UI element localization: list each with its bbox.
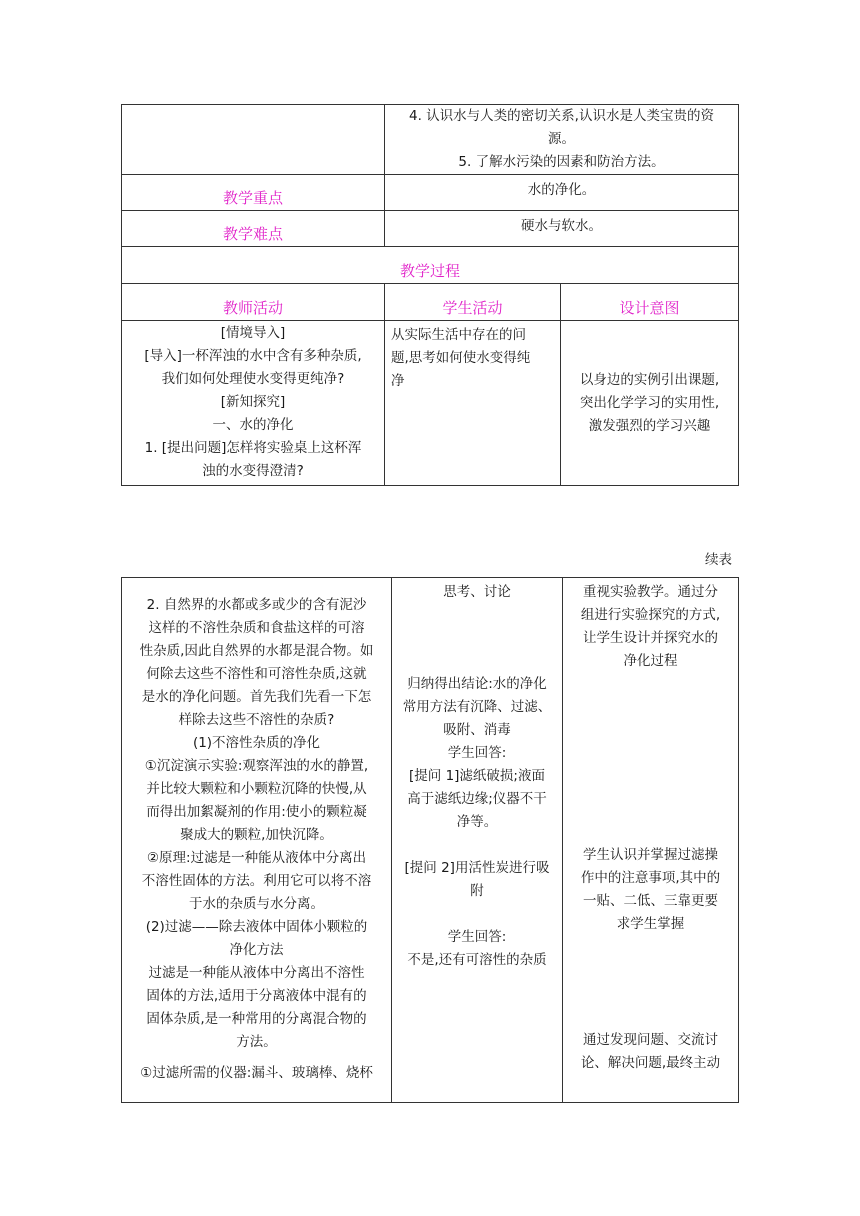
difficulty-value: 硬水与软水。	[385, 211, 739, 247]
student-line: [提问 2]用活性炭进行吸	[404, 860, 550, 876]
process-title: 教学过程	[122, 247, 739, 284]
col-teacher-header: 教师活动	[122, 284, 385, 321]
design-line	[569, 936, 732, 959]
teacher-line: 净化方法	[229, 942, 284, 958]
design-line: 通过发现问题、交流讨	[583, 1032, 718, 1048]
student-line: 净等。	[456, 814, 498, 830]
design-line: 突出化学学习的实用性,	[579, 394, 720, 411]
student-line: 从实际生活中存在的问	[391, 327, 526, 343]
design-line	[569, 742, 732, 765]
design-line	[569, 959, 732, 982]
teacher-line: 浊的水变得澄清?	[202, 463, 304, 479]
teacher-line: ②原理:过滤是一种能从液体中分离出	[146, 850, 367, 866]
student-line: 吸附、消毒	[443, 722, 511, 738]
teacher-line: 一、水的净化	[212, 417, 294, 433]
goals-empty-cell	[122, 105, 385, 175]
design-line: 论、解决问题,最终主动	[580, 1055, 721, 1071]
design-line: 学生认识并掌握过滤操	[583, 847, 718, 863]
teacher-line: [新知探究]	[220, 394, 286, 410]
design-line	[569, 696, 732, 719]
design-line	[569, 982, 732, 1005]
goals-cell	[385, 105, 739, 175]
teacher-activity-cell	[122, 321, 385, 486]
lesson-plan-table-1	[121, 104, 739, 486]
key-point-value: 水的净化。	[385, 175, 739, 211]
teacher-line: 过滤是一种能从液体中分离出不溶性	[148, 965, 365, 981]
student-line: 附	[470, 883, 484, 899]
student-line: 学生回答:	[447, 929, 507, 945]
student-line: 题,思考如何使水变得纯	[391, 350, 531, 366]
teacher-line: 样除去这些不溶性的杂质?	[178, 712, 335, 728]
design-line: 重视实验教学。通过分	[583, 584, 718, 600]
design-line	[569, 1005, 732, 1029]
student-line	[398, 903, 556, 926]
student-line	[398, 650, 556, 673]
teacher-line: 不溶性固体的方法。利用它可以将不溶	[141, 873, 372, 889]
goals-line: 4. 认识水与人类的密切关系,认识水是人类宝贵的资	[409, 108, 714, 124]
student-line: 不是,还有可溶性的杂质	[407, 952, 547, 968]
teacher-line: 性杂质,因此自然界的水都是混合物。如	[139, 643, 374, 659]
teacher-line: 是水的净化问题。首先我们先看一下怎	[141, 689, 372, 705]
teacher-line: (2)过滤——除去液体中固体小颗粒的	[145, 919, 368, 935]
teacher-line: 于水的杂质与水分离。	[189, 896, 324, 912]
design-line	[569, 811, 732, 834]
student-line: 高于滤纸边缘;仪器不干	[407, 791, 547, 807]
col-design-header: 设计意图	[561, 284, 739, 321]
teacher-line: 何除去这些不溶性和可溶性杂质,这就	[146, 666, 367, 682]
design-line	[569, 834, 732, 844]
design-line: 一贴、二低、三靠更要	[583, 893, 718, 909]
design-line: 组进行实验探究的方式,	[580, 607, 721, 623]
goals-line: 5. 了解水污染的因素和防治方法。	[458, 154, 665, 170]
teacher-line: [情境导入]	[220, 325, 286, 341]
student-line: 学生回答:	[447, 745, 507, 761]
teacher-line	[128, 1054, 385, 1062]
difficulty-label: 教学难点	[122, 211, 385, 247]
continued-label: 续表	[705, 552, 732, 568]
teacher-line: 固体杂质,是一种常用的分离混合物的	[146, 1011, 367, 1027]
design-line	[569, 765, 732, 788]
key-point-label: 教学重点	[122, 175, 385, 211]
design-line	[569, 673, 732, 696]
teacher-line: 固体的方法,适用于分离液体中混有的	[146, 988, 367, 1004]
teacher-line: 聚成大的颗粒,加快沉降。	[180, 827, 333, 843]
student-activity-cell	[385, 321, 561, 486]
student-activity-cell	[392, 578, 563, 1103]
teacher-line: 而得出加絮凝剂的作用:使小的颗粒凝	[146, 804, 367, 820]
design-line	[569, 719, 732, 742]
teacher-line: 2. 自然界的水都或多或少的含有泥沙	[146, 597, 367, 613]
teacher-line: 我们如何处理使水变得更纯净?	[161, 371, 345, 387]
design-intent-cell	[561, 321, 739, 486]
teacher-line: 1. [提出问题]怎样将实验桌上这杯浑	[144, 440, 362, 456]
student-line: 归纳得出结论:水的净化	[407, 676, 547, 692]
teacher-activity-cell	[122, 578, 392, 1103]
student-line: 净	[391, 373, 405, 389]
design-line: 作中的注意事项,其中的	[580, 870, 721, 886]
student-line	[398, 627, 556, 650]
design-line: 净化过程	[623, 653, 678, 669]
student-line: [提问 1]滤纸破损;液面	[409, 768, 545, 784]
col-student-header: 学生活动	[385, 284, 561, 321]
student-line: 思考、讨论	[443, 584, 511, 600]
teacher-line: 方法。	[236, 1034, 277, 1050]
teacher-line: 这样的不溶性杂质和食盐这样的可溶	[148, 620, 365, 636]
teacher-line: ①沉淀演示实验:观察浑浊的水的静置,	[144, 758, 369, 774]
lesson-plan-table-2	[121, 577, 739, 1103]
design-line	[569, 788, 732, 811]
student-line	[398, 604, 556, 627]
design-line: 让学生设计并探究水的	[583, 630, 718, 646]
goals-line: 源。	[548, 131, 575, 147]
design-intent-cell	[563, 578, 739, 1103]
student-line	[398, 834, 556, 857]
design-line: 激发强烈的学习兴趣	[588, 417, 711, 434]
student-line: 常用方法有沉降、过滤、	[402, 699, 552, 715]
teacher-line: 并比较大颗粒和小颗粒沉降的快慢,从	[146, 781, 367, 797]
teacher-line: [导入]一杯浑浊的水中含有多种杂质,	[144, 348, 362, 364]
teacher-line: ①过滤所需的仪器:漏斗、玻璃棒、烧杯	[140, 1065, 373, 1081]
design-line: 求学生掌握	[616, 916, 685, 932]
teacher-line: (1)不溶性杂质的净化	[192, 735, 321, 751]
design-line: 以身边的实例引出课题,	[579, 371, 720, 388]
